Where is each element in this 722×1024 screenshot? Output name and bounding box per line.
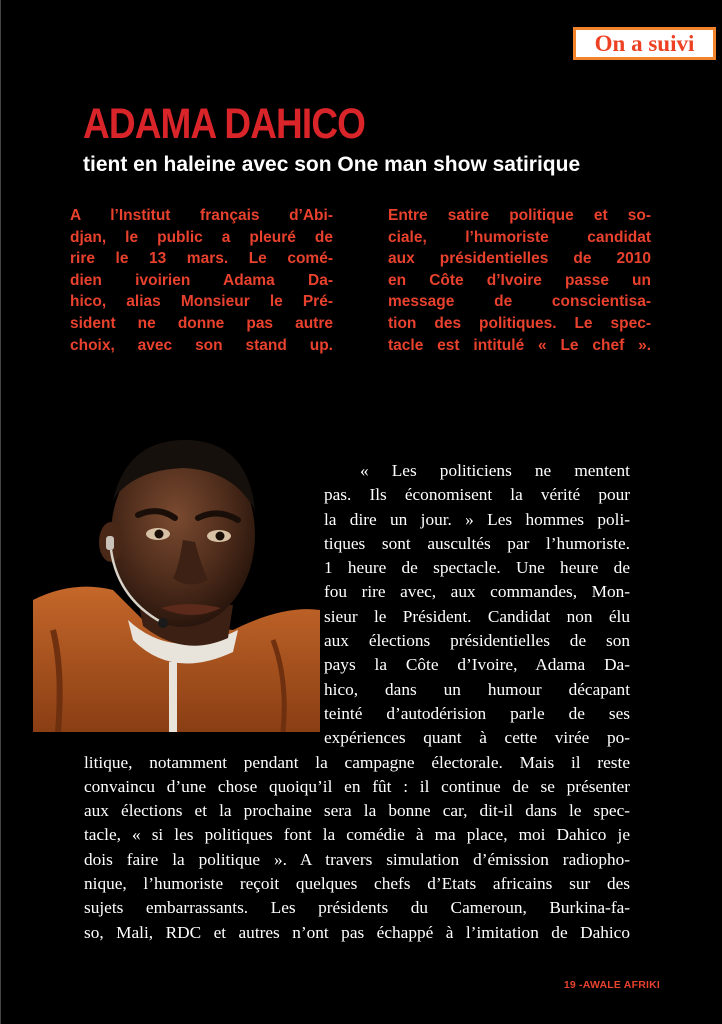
page-folio: 19 -AWALE AFRIKI <box>563 979 660 991</box>
lead-paragraph-left <box>70 205 333 356</box>
body-line: tiques sont auscultés par l’humoriste. <box>324 533 630 553</box>
body-line: aux élections présidentielles de son <box>324 631 630 651</box>
body-line: pays la Côte d’Ivoire, Adama Da- <box>324 655 630 675</box>
body-line: teinté d’autodérision parle de ses <box>324 703 630 723</box>
body-line: aux élections et la prochaine sera la bonne car, dit-il dans le spec- <box>84 801 630 821</box>
article-body <box>84 459 630 945</box>
lead-right-line: tion des politiques. Le spec- <box>388 314 651 332</box>
lead-left-line: djan, le public a pleuré de <box>70 228 333 246</box>
rubric-label: On a suivi <box>594 31 695 56</box>
lead-right-line: en Côte d’Ivoire passe un <box>388 271 651 289</box>
body-line: expériences quant à cette virée po- <box>324 728 630 748</box>
body-line: sujets embarrassants. Les présidents du Cameroun, Burkina-fa- <box>84 898 630 918</box>
lead-left-line: A l’Institut français d’Abi- <box>70 207 333 224</box>
lead-left-line: choix, avec son stand up. <box>70 336 333 354</box>
lead-left-line: hico, alias Monsieur le Pré- <box>70 293 333 311</box>
section-rubric <box>573 27 716 60</box>
article-headline: ADAMA DAHICO <box>83 100 366 148</box>
lead-right-line: Entre satire politique et so- <box>388 207 651 224</box>
article-subhead: tient en haleine avec son One man show satirique <box>83 153 581 176</box>
lead-left-line: rire le 13 mars. Le comé- <box>70 250 333 268</box>
body-line: hico, dans un humour décapant <box>324 679 630 699</box>
body-line: pas. Ils économisent la vérité pour <box>324 485 630 505</box>
body-line: so, Mali, RDC et autres n’ont pas échappé à l’imitation de Dahico <box>84 922 630 942</box>
body-line: convaincu d’une chose quoiqu’il en fût : il continue de se présenter <box>84 776 630 796</box>
lead-right-line: ciale, l’humoriste candidat <box>388 228 651 246</box>
lead-left-line: sident ne donne pas autre <box>70 314 333 332</box>
body-line: dois faire la politique ». A travers simulation d’émission radiopho- <box>84 849 630 869</box>
body-line: litique, notamment pendant la campagne électorale. Mais il reste <box>84 752 630 772</box>
lead-right-line: message de conscientisa- <box>388 293 651 311</box>
lead-right-line: aux présidentielles de 2010 <box>388 250 651 268</box>
lead-paragraph-right <box>388 205 651 356</box>
body-line: 1 heure de spectacle. Une heure de <box>324 558 630 578</box>
body-line: fou rire avec, aux commandes, Mon- <box>324 582 630 602</box>
body-line: « Les politiciens ne mentent <box>360 461 630 480</box>
body-line: sieur le Président. Candidat non élu <box>324 606 630 626</box>
body-line: la dire un jour. » Les hommes poli- <box>324 509 630 529</box>
lead-right-line: tacle est intitulé « Le chef ». <box>388 336 651 354</box>
body-line: nique, l’humoriste reçoit quelques chefs d’Etats africains sur des <box>84 874 630 894</box>
body-line: tacle, « si les politiques font la comédie à ma place, moi Dahico je <box>84 825 630 845</box>
lead-left-line: dien ivoirien Adama Da- <box>70 271 333 289</box>
